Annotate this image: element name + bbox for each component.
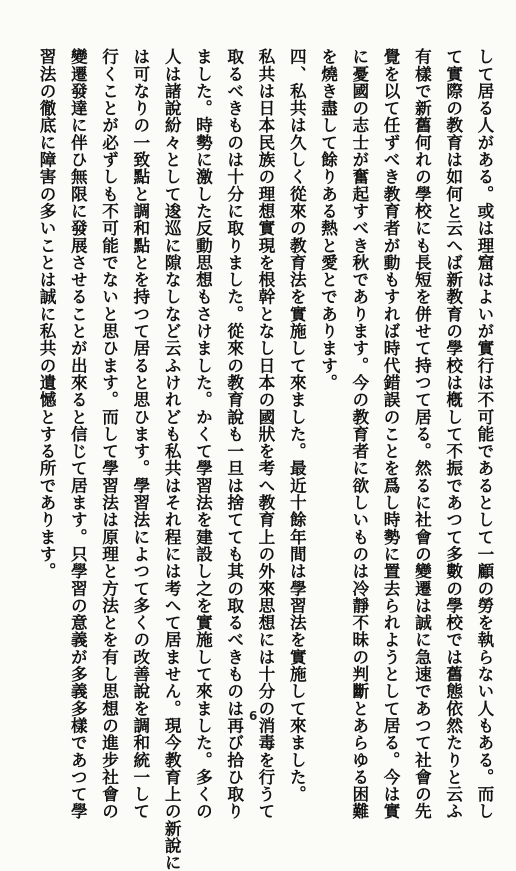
- vertical-text-body: [37, 48, 495, 871]
- page-number: 6: [249, 709, 258, 723]
- text-column: 私共は日本民族の理想實現を根幹となし日本の國狀を考へ教育上の外來思想には十分の消毒を行うて: [255, 48, 276, 820]
- text-column: は可なりの一致點と調和點とを持つて居ると思ひます。學習法によつて多くの改善說を調和統一して: [130, 48, 151, 820]
- text-column: 覺を以て任ずべき教育者が動もすれば時代錯誤のことを爲し時勢に置去られようとして居る。今は實: [381, 48, 402, 820]
- text-column: ました。時勢に激した反動思想もさけました。かくて學習法を建設し之を實施して來ました。多くの: [193, 48, 214, 820]
- text-column: を燒き盡して餘りある熱と愛とであります。: [318, 48, 339, 391]
- text-column: 有樣で新舊何れの學校にも長短を併せて持つて居る。然るに社會の變遷は誠に急速であつて社會の先: [412, 48, 433, 820]
- text-column: 變遷發達に伴ひ無限に發展させることが出來ると信じて居ます。只學習の意義が多義多樣であつて學: [68, 48, 89, 820]
- text-column: 人は諸說紛々として逡巡に隙なしなど云ふけれども私共はそれ程には考へて居ません。現今教育上の新說に: [162, 48, 183, 871]
- text-column: して居る人がある。或は理窟はよいが實行は不可能であるとして一顧の勞を執らない人もある。而し: [474, 48, 495, 820]
- text-column: 行くことが必ずしも不可能でないと思ひます。而して學習法は原理と方法とを有し思想の進步社會の: [99, 48, 120, 820]
- text-column: 習法の徹底に障害の多いことは誠に私共の遺憾とする所であります。: [37, 48, 57, 580]
- text-column: 四、私共は久しく從來の教育法を實施して來ました。最近十餘年間は學習法を實施して來ました。: [287, 48, 308, 803]
- text-column: 取るべきものは十分に取りました。從來の教育說も一旦は捨てても其の取るべきものは再び拾ひ取り: [224, 48, 245, 820]
- text-column: に憂國の志士が奮起すべき秋であります。今の教育者に欲しいものは冷靜不昧の判斷とあらゆる困難: [349, 48, 370, 820]
- text-column: て實際の教育は如何と云へば新教育の學校は槪して不振であつて多數の學校では舊態依然たりと云ふ: [443, 48, 464, 820]
